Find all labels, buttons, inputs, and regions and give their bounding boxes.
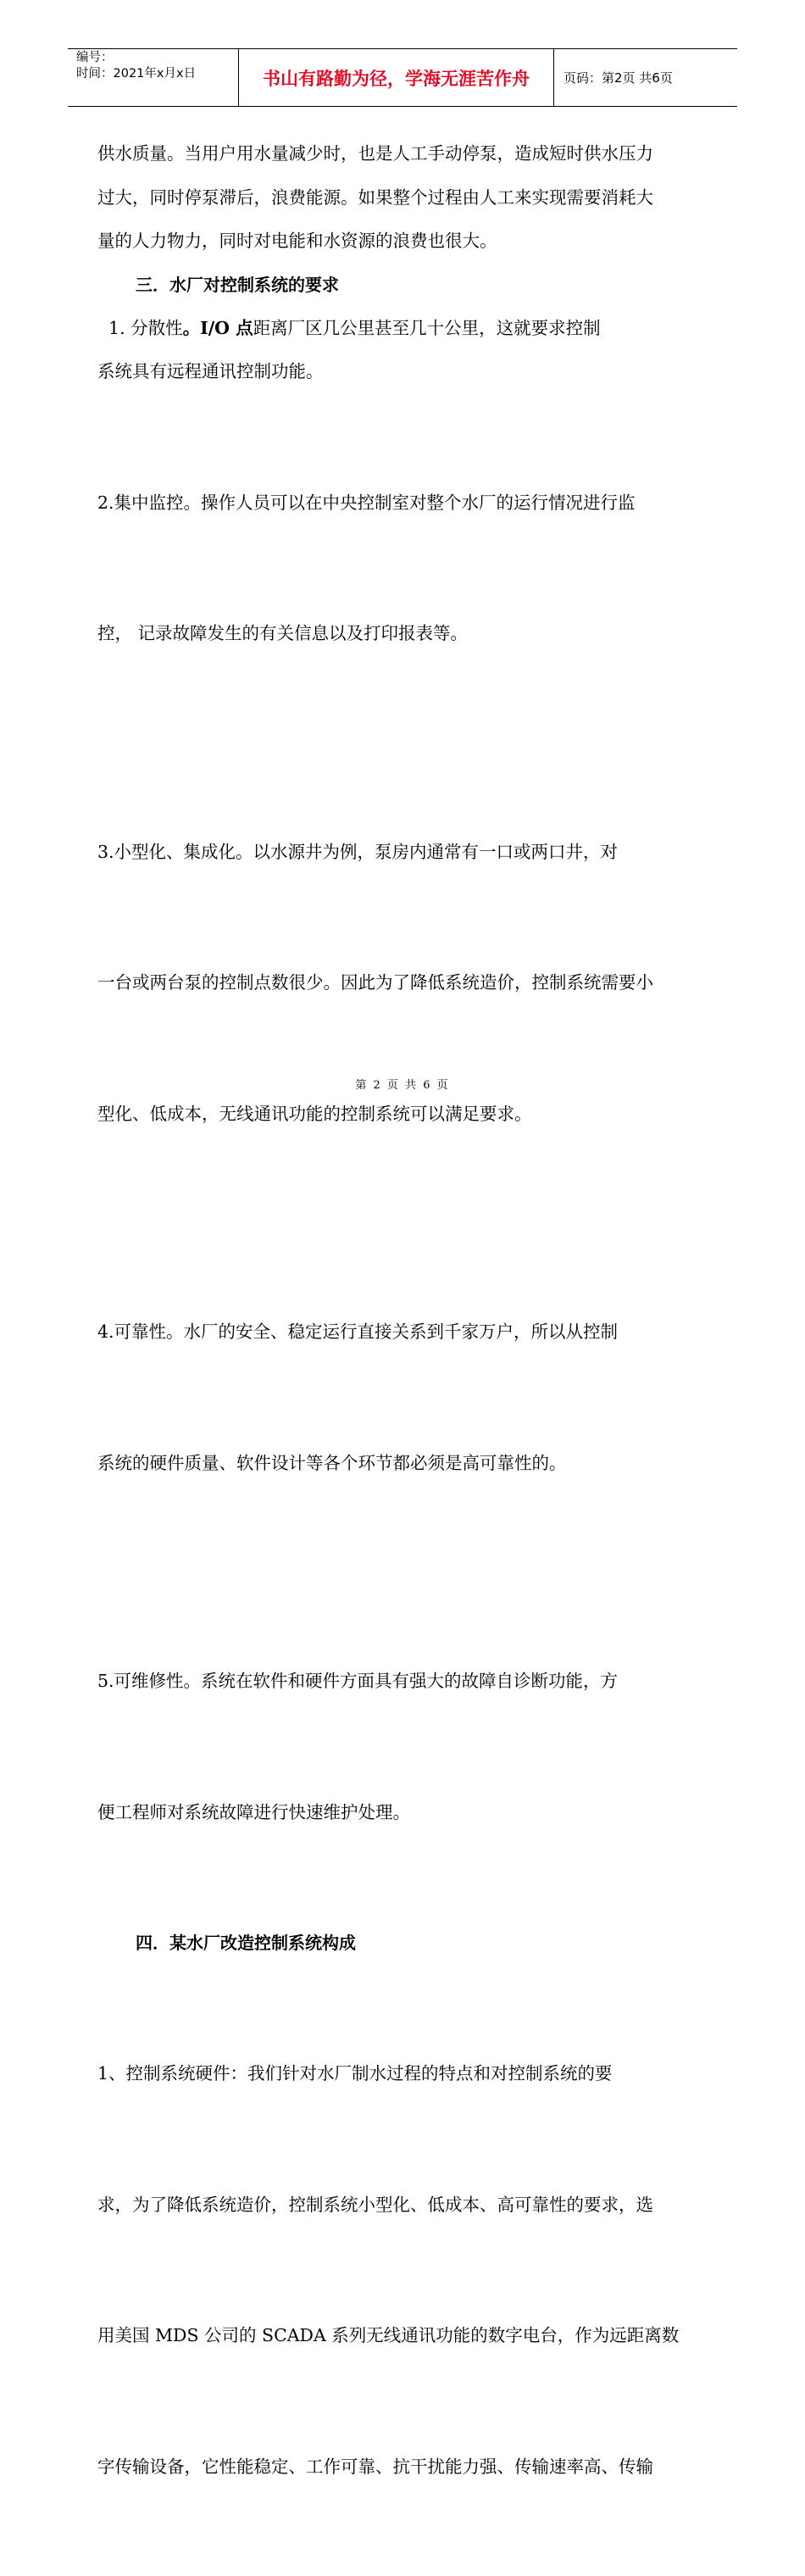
text-line: 型化、低成本，无线通讯功能的控制系统可以满足要求。 (97, 1103, 532, 1124)
text-line: 4.可靠性。水厂的安全、稳定运行直接关系到千家万户，所以从控制 (97, 1321, 619, 1342)
text-line: 2.集中监控。操作人员可以在中央控制室对整个水厂的运行情况进行监 (97, 492, 636, 513)
text-line: 系统具有远程通讯控制功能。 (97, 361, 324, 381)
number-label: 编号： (76, 51, 114, 64)
item-1-label: 1. 分散性 (97, 317, 183, 338)
document-body (97, 132, 720, 2576)
paragraph-item-1 (97, 307, 720, 394)
item-1-text: 距离厂区几公里甚至几十公里，这就要求控制 (253, 317, 601, 338)
item-1-bold-term: 。I/O 点 (182, 317, 253, 338)
time-label: 时间：2021年x月x日 (76, 67, 197, 81)
text-line: 用美国 MDS 公司的 SCADA 系列无线通讯功能的数字电台，作为远距离数 (97, 2325, 680, 2345)
section-heading-3: 三．水厂对控制系统的要求 (136, 274, 339, 295)
page-footer: 第 2 页 共 6 页 (355, 1079, 450, 1092)
text-line: 控， 记录故障发生的有关信息以及打印报表等。 (97, 623, 469, 643)
text-line: 便工程师对系统故障进行快速维护处理。 (97, 1801, 410, 1822)
paragraph-intro (97, 132, 720, 264)
paragraph-item-4 (97, 1223, 720, 1572)
text-line: 5.可维修性。系统在软件和硬件方面具有强大的故障自诊断功能，方 (97, 1671, 619, 1691)
text-line: 1、控制系统硬件：我们针对水厂制水过程的特点和对控制系统的要 (97, 2063, 613, 2084)
text-line: 求，为了降低系统造价，控制系统小型化、低成本、高可靠性的要求，选 (97, 2194, 653, 2215)
paragraph-item-2 (97, 394, 720, 743)
page-header (68, 48, 737, 107)
text-line: 系统的硬件质量、软件设计等各个环节都必须是高可靠性的。 (97, 1452, 567, 1473)
text-line: 供水质量。当用户用水量减少时，也是人工手动停泵，造成短时供水压力 (97, 143, 653, 164)
header-meta (68, 49, 239, 106)
section-heading-4: 四．某水厂改造控制系统构成 (136, 1933, 356, 1953)
text-line: 过大，同时停泵滞后，浪费能源。如果整个过程由人工来实现需要消耗大 (97, 186, 653, 208)
text-line: 3.小型化、集成化。以水源井为例，泵房内通常有一口或两口井，对 (97, 841, 619, 862)
paragraph-hardware (97, 1965, 720, 2576)
text-line: 字传输设备，它性能稳定、工作可靠、抗干扰能力强、传输速率高、传输 (97, 2456, 653, 2477)
paragraph-item-5 (97, 1572, 720, 1922)
header-page-info: 页码：第2页 共6页 (564, 70, 673, 86)
header-motto: 书山有路勤为径，学海无涯苦作舟 (239, 49, 554, 106)
text-line (97, 307, 720, 351)
text-line: 量的人力物力，同时对电能和水资源的浪费也很大。 (97, 231, 497, 251)
text-line: 一台或两台泵的控制点数很少。因此为了降低系统造价，控制系统需要小 (97, 972, 653, 993)
paragraph-item-3 (97, 743, 720, 1224)
